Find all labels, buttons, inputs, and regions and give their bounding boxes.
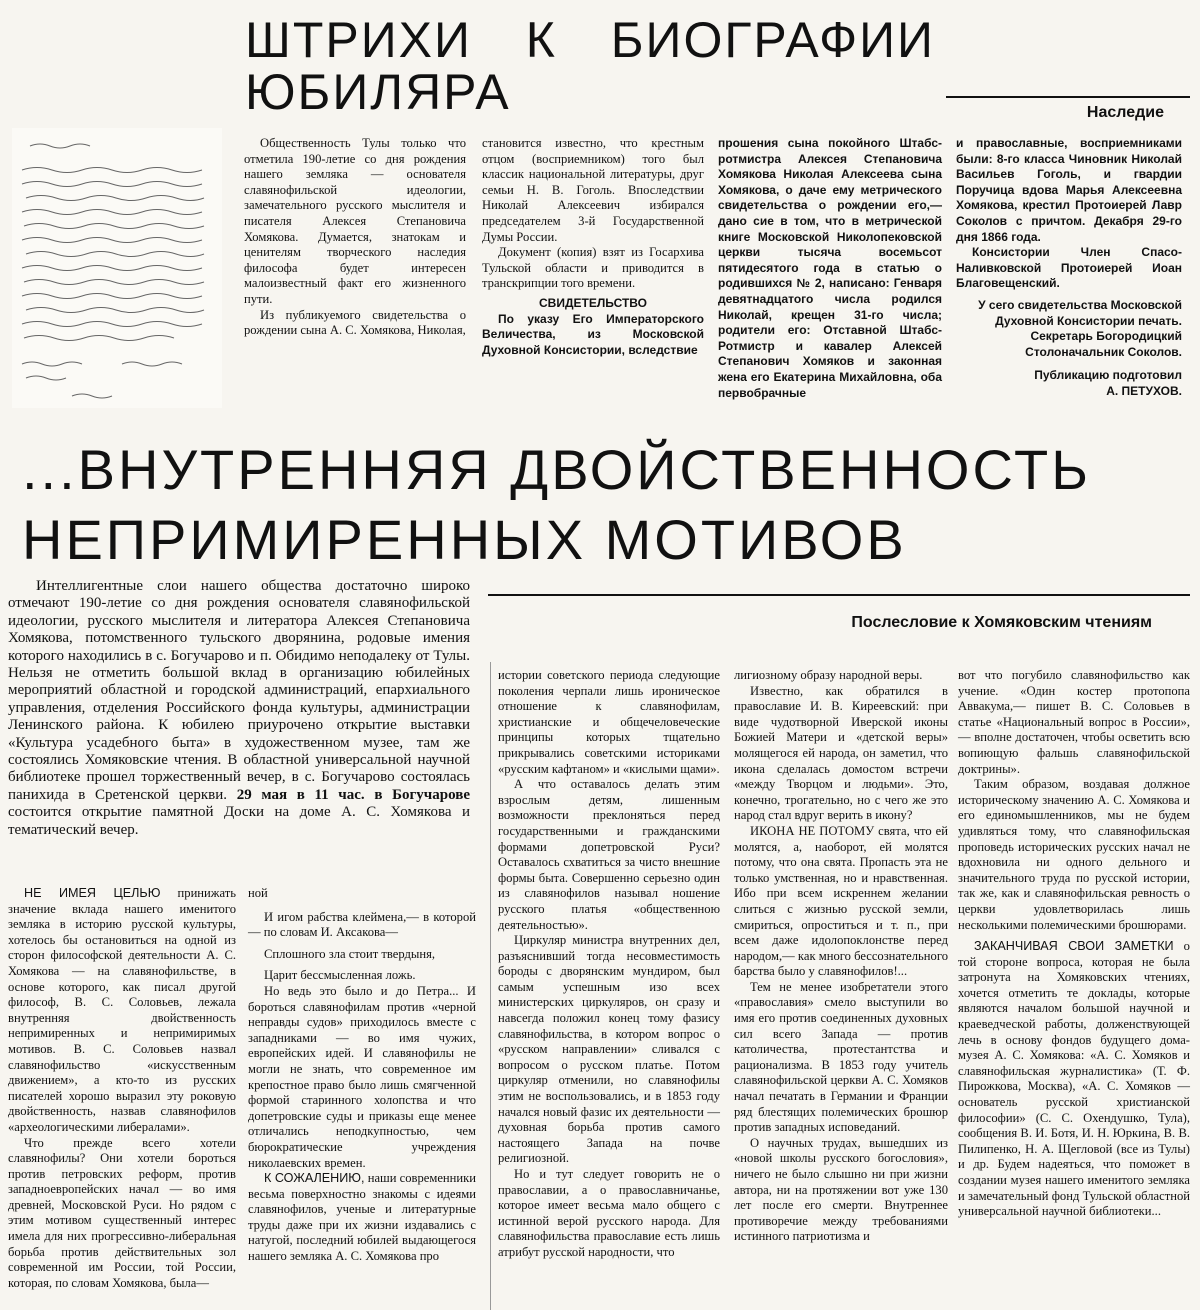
run-in-heading: К СОЖАЛЕНИЮ, [264, 1171, 365, 1186]
paragraph: вот что погубило славянофильство как учение. «Один костер протопопа Аввакума,— пишет В. С. Соловьев в статье «Национальный вопрос в России»,— вполне достаточен, чтобы осветить всю вопиющую фальшь славянофильской доктрины». [958, 668, 1190, 776]
manuscript-scribbles [12, 128, 222, 408]
paragraph: Известно, как обратился в православие И. В. Киреевский: при виде чудотворной Иверской иконы Божией Матери и «детской веры» молящегося ей народа, он заметил, что икона сделалась домостом встречи «между Творцом и людьми». Это, конечно, трогательно, но с чего же это народ стал вдруг верить в икону? [734, 683, 948, 823]
paragraph: Общественность Тулы только что отметила 190-летие со дня рождения нашего земляка — основателя славянофильской идеологии, замечательного русского мыслителя и писателя Алексея Степановича Хомякова. Думается, знатокам и ценителям творческого наследия философа будет интересен малоизвестный факт его жизненного пути. [244, 136, 466, 306]
lead-text-end: состоится открытие памятной Доски на доме А. С. Хомякова и тематический вечер. [8, 804, 470, 838]
paragraph: лигиозному образу народной веры. [734, 668, 923, 682]
article1-title-line2: ЮБИЛЯРА [245, 64, 511, 120]
paragraph: и православные, восприемниками были: 8-го класса Чиновник Николай Васильев Гоголь, и гвардии Поручица вдова Марья Алексеевна Хомякова, крестил Протоиерей Лавр Соколов с причтом. Декабря 29-го дня 1866 года. [956, 136, 1182, 244]
run-in-heading: НЕ ИМЕЯ ЦЕЛЬЮ [24, 886, 161, 900]
article2-subtitle: Послесловие к Хомяковским чтениям [851, 614, 1152, 631]
article2-lead [8, 578, 470, 839]
paragraph: о той стороне вопроса, которая не была затронута на Хомяковских чтениях, хочется отметить те доклады, которые являются началом большой научной и краеведческой работы, долженствующей лечь в основу фондов будущего дома-музея А. С. Хомякова: «А. С. Хомяков и славянофильская журналистика» (Т. Ф. Пирожкова, Москва), «А. С. Хомяков — основатель русской христианской философии» (С. С. Охендушко, Тула), сообщения В. И. Ботя, И. Н. Юркина, В. В. Пилипенко, Н. А. Щегловой (все из Тулы) и др. Будем надеяться, что поможет в создании музея нашего именитого земляка и замечательный фонд Тульской областной универсальной научной библиотеки... [958, 939, 1190, 1219]
article1-column-3 [718, 136, 942, 401]
paragraph: Но ведь это было и до Петра... И бороться славянофилам против «черной неправды судов» приходилось вместе с западниками — во имя чужих, европейских идей. И славянофилы не могли не знать, что современное им крепостное право было лишь смягченной формой старинного холопства и что допетровские суды и приказы еще менее отличались неподкупностью, чем бюрократические учреждения николаевских времен. [248, 983, 476, 1170]
paragraph: А что оставалось делать этим взрослым детям, лишенным возможности преклоняться перед государственными и гражданскими формами допетровской Руси? Оставалось схватиться за чисто внешние формы быта. Совершенно серьезно один из славянофилов называл ношение русского платья «общественною деятельностью». [498, 777, 720, 932]
title-word-2: К [525, 12, 557, 68]
paragraph: становится известно, что крестным отцом (восприемником) того был классик национальной литературы, друг семьи Н. В. Гоголь. Впоследствии Николай Алексеевич избирался председателем 3-й Государственной Думы России. [482, 136, 704, 244]
lead-bold-date: 29 мая в 11 час. в Богучарове [236, 786, 470, 803]
paragraph: О научных трудах, вышедших из «новой школы русского богословия», ничего не было слышно ни при жизни автора, ни на протяжении вот уже 130 лет после его смерти. Внутреннее противоречие между требованиями истинного патриотизма и [734, 1135, 948, 1244]
verse-end: ной [248, 886, 268, 900]
lead-text: Интеллигентные слои нашего общества достаточно широко отмечают 190-летие со дня рождения основателя славянофильской идеологии, русского мыслителя и литератора Алексея Степановича Хомякова, потомственного тульского дворянина, родовые имения которого находились в с. Богучарово и п. Обидимо неподалеку от Тулы. Нельзя не отметить большой вклад в организацию юбилейных мероприятий областной и городской администраций, епархиального управления, отделения Российского фонда культуры, администрации Ленинского района. К юбилею приурочено открытие выставки «Культура усадебного быта» в художественном музее, там же состоялись Хомяковские чтения. В областной универсальной научной библиотеке прошел торжественный вечер, в с. Богучарово состоялась панихида в Сретенской церкви. [8, 578, 470, 803]
paragraph: Но и тут следует говорить не о православии, а о православничанье, которое имеет весьма мало общего с истинной верой русского народа. Для славянофильства православие есть лишь атрибут русской народности, что [498, 1167, 720, 1259]
paragraph: Тем не менее изобретатели этого «православия» смело выступили во имя его против соединенных духовных сил всего Запада — против католичества, протестантства и рационализма. В 1853 году учитель славянофильской церкви А. С. Хомяков начал печатать в Германии и Франции ряд блестящих полемических брошюр против западных исповеданий. [734, 979, 948, 1135]
verse: И игом рабства клеймена,— в которой — по словам И. Аксакова— [248, 909, 476, 940]
handwritten-manuscript-icon [12, 128, 222, 408]
title-word-3: БИОГРАФИИ [610, 12, 935, 68]
article2-column-a [8, 886, 236, 1291]
article2-column-b [248, 886, 476, 1265]
author-name: А. ПЕТУХОВ. [1106, 383, 1182, 398]
paragraph: наши современники весьма поверхностно знакомы с идеями славянофилов, ученые и литературные труды даже при их жизни издавались с натугой, последний юбилей выдающегося нашего земляка А. С. Хомякова про [248, 1171, 476, 1264]
subtitle-rule [488, 594, 1190, 596]
article1-column-4 [956, 136, 1182, 400]
paragraph: Что прежде всего хотели славянофилы? Они хотели бороться против петровских реформ, против западноевропейских начал — во имя древней, Московской Руси. Но рядом с этим мотивом существенный интерес имела для них прогрессивно-либеральная борьба против действительных зол современной им России, той России, которая, по словам Хомякова, была— [8, 1135, 236, 1290]
article2-column-c [498, 668, 720, 1261]
paragraph: Из публикуемого свидетельства о рождении сына А. С. Хомякова, Николая, [244, 307, 466, 338]
verse: Царит бессмысленная ложь. [264, 968, 416, 983]
paragraph: ИКОНА НЕ ПОТОМУ свята, что ей молятся, а, наоборот, ей молятся потому, что она свята. Пропасть эта не только умственная, но и нравственная. Ибо при всем искреннем желании слиться с жизнью русской земли, смириться, опроститься и т. п., при всем даже идолопоклонстве перед народом,— как много бессознательного барства было у славянофилов!... [734, 823, 948, 979]
article1-title-line1 [245, 14, 935, 66]
credit-line: Публикацию подготовил [1034, 368, 1182, 383]
document-heading: СВИДЕТЕЛЬСТВО [539, 295, 647, 310]
article2-column-d [734, 668, 948, 1245]
paragraph: Документ (копия) взят из Госархива Тульской области и приводится в транскрипции того времени. [482, 245, 704, 291]
article1-column-2 [482, 136, 704, 358]
rubric-rule [946, 96, 1190, 98]
verse: Сплошного зла стоит твердыня, [264, 946, 436, 961]
signature-1: У сего свидетельства Московской Духовной Консистории печать. [978, 297, 1182, 328]
column-divider [490, 662, 491, 1310]
paragraph: принижать значение вклада нашего именитого земляка в историю русской культуры, хотелось бы остановиться на одной из сторон философской деятельности А. С. Хомякова — на славянофильстве, в основе которого, как писал другой философ, В. С. Соловьев, лежала внутренняя двойственность непримиренных и непримиримых мотивов. В. С. Соловьев назвал славянофильство «искусственным движением», а кто-то из русских писателей хорошо выразил эту роковую двойственность, назвав славянофилов «археологическими либералами». [8, 886, 236, 1134]
article2-title-line2: НЕПРИМИРЕННЫХ МОТИВОВ [22, 508, 907, 571]
paragraph: прошения сына покойного Штабс-ротмистра Алексея Степановича Хомякова Николая Алексеева сына Хомякова, о даче ему метрического свидетельства о рождении его,— дано сие в том, что в метрической книге Московской Николопековской церкви тысяча восемьсот пятидесятого года в статью о родившихся № 2, написано: Генваря девятнадцатого числа родился Николай, крещен 31-го числа; родители его: Отставной Штабс-Ротмистр и кавалер Алексей Степанович Хомяков и законная жена его Екатерина Михайловна, оба первобрачные [718, 136, 942, 400]
title-word-1: ШТРИХИ [245, 12, 472, 68]
rubric-label: Наследие [1086, 104, 1164, 121]
article2-title-line1: ...ВНУТРЕННЯЯ ДВОЙСТВЕННОСТЬ [22, 438, 1091, 501]
paragraph: Консистории Член Спасо-Наливковской Протоиерей Иоан Благовещенский. [956, 245, 1182, 291]
paragraph: Циркуляр министра внутренних дел, разъяснивший тогда несовместимость бороды с дворянским мундиром, был самым успешным изо всех министерских циркуляров, он сразу и навсегда положил конец тому фазису славянофильства, в котором вопрос о «русском направлении» сливался с вопросом о русском платье. Потом циркуляр отменили, но славянофилы этим не воспользовались, и в 1853 году начался новый фазис их деятельности — духовная борьба против самого настоящего Запада на почве религиозной. [498, 933, 720, 1166]
paragraph: Таким образом, воздавая должное историческому значению А. С. Хомякова и его единомышленников, мы не будем удивляться тому, что славянофильская проповедь исторических русских начал не вдохновила ни одного дельного и значительного труда по русской истории, так же, как и славянофильская ревность о церкви удовлетворилась лишь несколькими полемическими брошюрами. [958, 777, 1190, 932]
signature-2: Секретарь Богородицкий Столоначальник Соколов. [1025, 329, 1182, 359]
run-in-heading: ЗАКАНЧИВАЯ СВОИ ЗАМЕТКИ [974, 939, 1174, 954]
paragraph: По указу Его Императорского Величества, из Московской Духовной Консистории, вследствие [482, 311, 704, 357]
article1-column-1 [244, 136, 466, 339]
paragraph: истории советского периода следующие поколения черпали лишь ироническое отношение к славянофилам, христианские и общечеловеческие принципы которых тщательно прикрывались советскими историками «русским кафтаном» и «кислыми щами». [498, 668, 720, 776]
article2-column-e [958, 668, 1190, 1220]
